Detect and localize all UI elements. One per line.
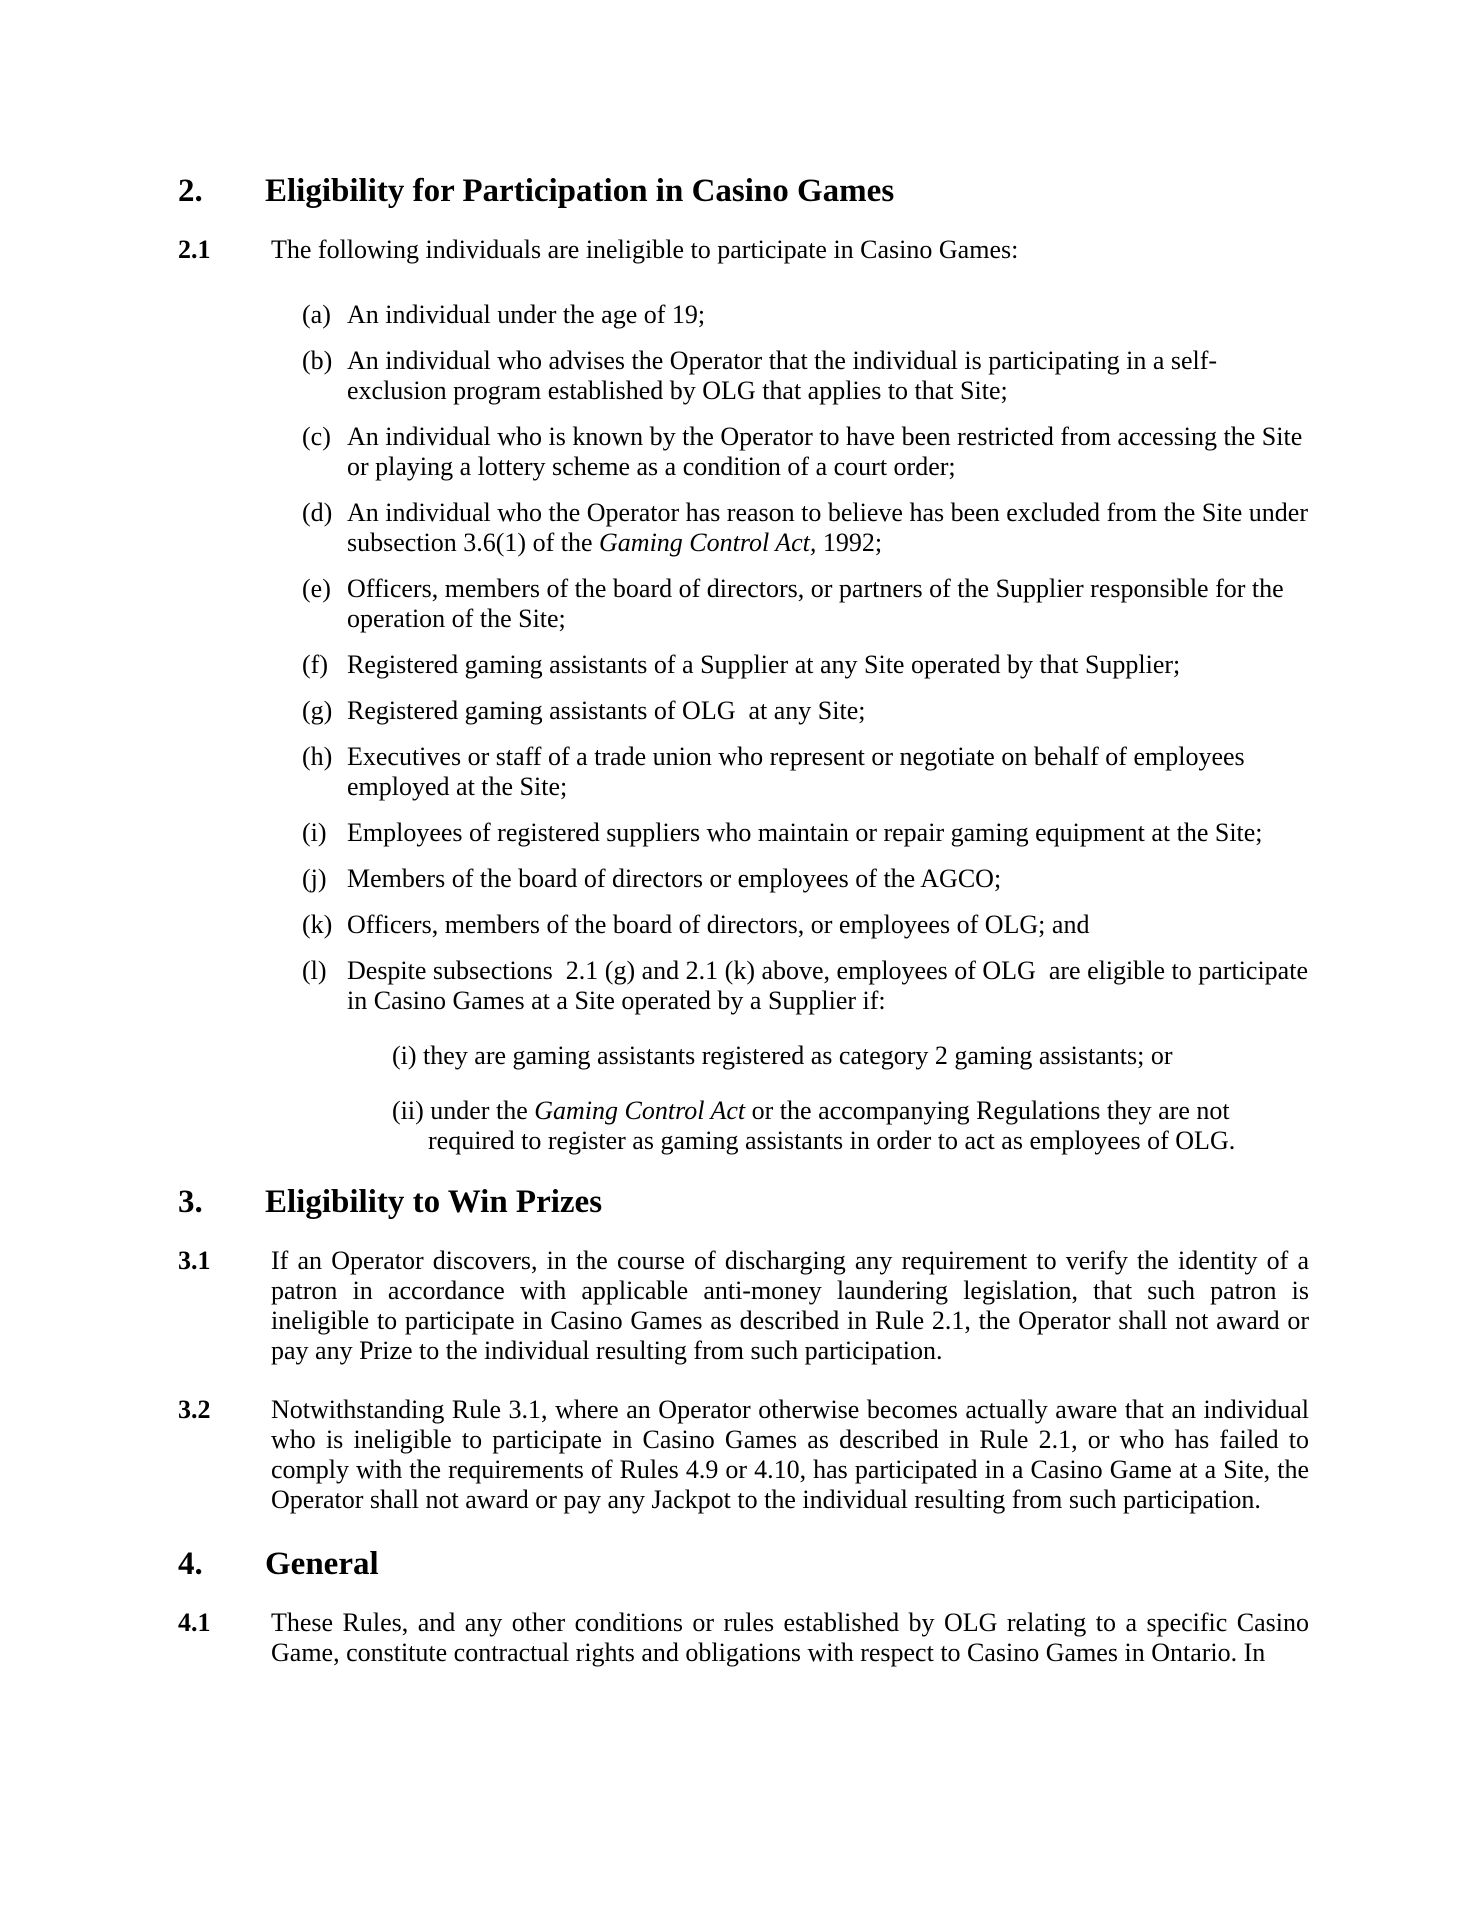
section-number: 4. — [178, 1546, 203, 1582]
section-2 — [178, 171, 1315, 1156]
list-item-l — [302, 956, 1315, 1016]
sub-list-item-ii — [392, 1096, 1309, 1156]
paragraph-4-1 — [178, 1608, 1309, 1668]
list-item-text: Officers, members of the board of directors, or employees of OLG; and — [347, 910, 1090, 939]
section-heading — [178, 1182, 1309, 1222]
section-title: General — [265, 1546, 379, 1582]
statute-name-italic: Gaming Control Act, — [599, 528, 817, 557]
list-marker: (f) — [302, 650, 328, 679]
sub-list-item-text-post: or the accompanying Regulations they are not required to register as gaming assistants in order to act as employees of OLG. — [428, 1096, 1237, 1155]
list-marker: (h) — [302, 742, 333, 771]
list-marker: (g) — [302, 696, 333, 725]
list-item-text: Registered gaming assistants of OLG at any Site; — [347, 696, 866, 725]
list-item-text: Members of the board of directors or employees of the AGCO; — [347, 864, 1002, 893]
section-heading — [178, 171, 1309, 211]
list-marker: (j) — [302, 864, 327, 893]
section-4 — [178, 1544, 1309, 1668]
sub-list-item-text-pre: under the — [430, 1096, 535, 1125]
section-3 — [178, 1182, 1309, 1515]
paragraph-number: 3.2 — [178, 1395, 211, 1424]
paragraph-3-1 — [178, 1246, 1309, 1366]
list-marker: (i) — [302, 818, 327, 847]
paragraph-number: 4.1 — [178, 1608, 211, 1637]
list-marker: (l) — [302, 956, 327, 985]
paragraph-number: 2.1 — [178, 235, 211, 264]
sub-list-marker: (i) — [392, 1041, 417, 1070]
section-number: 2. — [178, 173, 203, 209]
lettered-list — [302, 300, 1315, 1016]
sub-list-marker: (ii) — [392, 1096, 424, 1125]
list-item-h — [302, 742, 1309, 802]
list-item-text: An individual who is known by the Operator to have been restricted from accessing the Site or playing a lottery scheme as a condition of a court order; — [347, 422, 1309, 481]
list-item-text-post: 1992; — [816, 528, 883, 557]
paragraph-number: 3.1 — [178, 1246, 211, 1275]
list-item-text: An individual under the age of 19; — [347, 300, 706, 329]
list-item-b — [302, 346, 1309, 406]
section-title: Eligibility to Win Prizes — [265, 1184, 603, 1220]
list-marker: (c) — [302, 422, 331, 451]
list-item-j — [302, 864, 1309, 894]
list-item-g — [302, 696, 1309, 726]
list-item-text-pre: An individual who the Operator has reason to believe has been excluded from the Site under subsection 3.6(1) of the — [347, 498, 1315, 557]
list-item-text: Officers, members of the board of directors, or partners of the Supplier responsible for the operation of the Site; — [347, 574, 1291, 633]
list-item-text: An individual who advises the Operator that the individual is participating in a self-exclusion program established by OLG that applies to that Site; — [347, 346, 1218, 405]
paragraph-3-2 — [178, 1395, 1309, 1515]
section-number: 3. — [178, 1184, 203, 1220]
section-title: Eligibility for Participation in Casino Games — [265, 173, 895, 209]
list-item-text: Employees of registered suppliers who maintain or repair gaming equipment at the Site; — [347, 818, 1263, 847]
list-marker: (b) — [302, 346, 333, 375]
list-item-e — [302, 574, 1309, 634]
list-item-d — [302, 498, 1315, 558]
list-item-f — [302, 650, 1309, 680]
list-item-k — [302, 910, 1309, 940]
list-item-i — [302, 818, 1309, 848]
statute-name-italic: Gaming Control Act — [534, 1096, 746, 1125]
paragraph-text: These Rules, and any other conditions or rules established by OLG relating to a specific Casino Game, constitute contractual rights and obligations with respect to Casino Games in Ontario. In — [271, 1608, 1309, 1667]
list-marker: (d) — [302, 498, 333, 527]
list-item-text: Despite subsections 2.1 (g) and 2.1 (k) above, employees of OLG are eligible to participate in Casino Games at a Site operated by a Supplier if: — [347, 956, 1315, 1015]
section-heading — [178, 1544, 1309, 1584]
paragraph-text: Notwithstanding Rule 3.1, where an Operator otherwise becomes actually aware that an individual who is ineligible to participate in Casino Games as described in Rule 2.1, or who has failed to comply with the requirements of Rules 4.9 or 4.10, has participated in a Casino Game at a Site, the Operator shall not award or pay any Jackpot to the individual resulting from such participation. — [271, 1395, 1309, 1514]
paragraph-text: The following individuals are ineligible to participate in Casino Games: — [271, 235, 1019, 264]
sub-list-item-i — [392, 1041, 1309, 1071]
paragraph-2-1 — [178, 235, 1309, 265]
sub-list-item-text: they are gaming assistants registered as category 2 gaming assistants; or — [423, 1041, 1173, 1070]
list-item-text — [347, 498, 1315, 558]
list-item-c — [302, 422, 1309, 482]
list-marker: (a) — [302, 300, 331, 329]
list-marker: (k) — [302, 910, 333, 939]
list-item-text: Executives or staff of a trade union who represent or negotiate on behalf of employees employed at the Site; — [347, 742, 1252, 801]
list-item-text: Registered gaming assistants of a Supplier at any Site operated by that Supplier; — [347, 650, 1181, 679]
list-item-a — [302, 300, 1309, 330]
paragraph-text: If an Operator discovers, in the course of discharging any requirement to verify the identity of a patron in accordance with applicable anti-money laundering legislation, that such patron is ineligible to participate in Casino Games as described in Rule 2.1, the Operator shall not award or pay any Prize to the individual resulting from such participation. — [271, 1246, 1309, 1365]
list-marker: (e) — [302, 574, 331, 603]
